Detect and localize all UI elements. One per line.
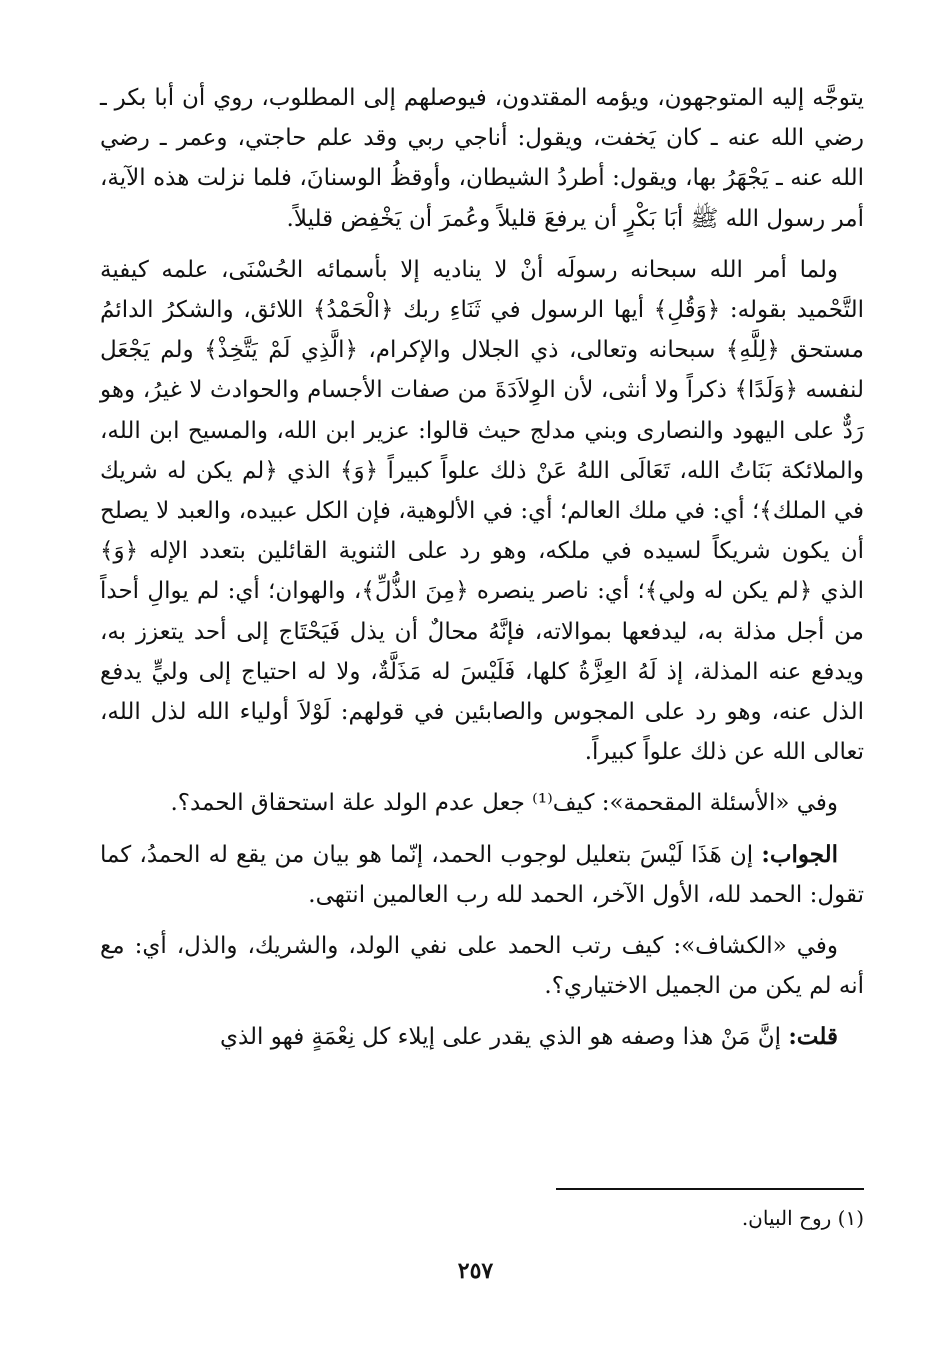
footnote: (١) روح البيان. bbox=[741, 1206, 864, 1230]
paragraph-1: يتوجَّه إليه المتوجهون، ويؤمه المقتدون، فيوصلهم إلى المطلوب، روي أن أبا بكر ـ رضي الله عنه ـ كان يَخفت، ويقول: أناجي ربي وقد علم حاجتي، وعمر ـ رضي الله عنه ـ يَجْهَرُ بها، ويقول: أطردُ الشيطان، وأوقظُ الوسنانَ، فلما نزلت هذه الآية، أمر رسول الله ﷺ أبَا بَكْرٍ أن يرفعَ قليلاً وعُمرَ أن يَخْفِض قليلاً. bbox=[100, 85, 864, 232]
answer-paragraph bbox=[100, 835, 864, 915]
paragraph-2: ولما أمر الله سبحانه رسولَه أنْ لا يناديه إلا بأسمائه الحُسْنَى، علمه كيفية التَّحْميد بقوله: ﴿وَقُلِ﴾ أيها الرسول في ثَنَاءِ ربك ﴿الْحَمْدُ﴾ اللائق، والشكرُ الدائمُ مستحق ﴿لِلَّهِ﴾ سبحانه وتعالى، ذي الجلال والإكرام، ﴿الَّذِي لَمْ يَتَّخِذْ﴾ ولم يَجْعَل لنفسه ﴿وَلَدًا﴾ ذكراً ولا أنثى، لأن الوِلاَدَةَ من صفات الأجسام والحوادث لا غيرُ، وهو رَدٌّ على اليهود والنصارى وبني مدلج حيث قالوا: عزير ابن الله، والمسيح ابن الله، والملائكة بَنَاتُ الله، تَعَالَى اللهُ عَنْ ذلك علواً كبيراً ﴿وَ﴾ الذي ﴿لم يكن له شريك في الملك﴾؛ أي: في ملك العالم؛ أي: في الألوهية، فإن الكل عبيده، والعبد لا يصلح أن يكون شريكاً لسيده في ملكه، وهو رد على الثنوية القائلين بتعدد الإله ﴿وَ﴾ الذي ﴿لم يكن له ولي﴾؛ أي: ناصر ينصره ﴿مِنَ الذُّلِّ﴾، والهوان؛ أي: لم يوالِ أحداً من أجل مذلة به، ليدفعها بموالاته، فإنَّهُ محالٌ أن يذل فَيَحْتَاج إلى أحد يتعزز به، ويدفع عنه المذلة، إذ لَهُ العِزَّةُ كلها، فَلَيْسَ له مَذَلَّةٌ، ولا له احتياج إلى وليٍّ يدفع الذل عنه، وهو رد على المجوس والصابئين في قولهم: لَوْلاَ أولياء الله لذل الله، تعالى الله عن ذلك علواً كبيراً. bbox=[100, 256, 864, 766]
footnote-divider bbox=[556, 1188, 864, 1190]
page-number: ٢٥٧ bbox=[457, 1258, 494, 1284]
kashshaf-paragraph: وفي «الكشاف»: كيف رتب الحمد على نفي الولد، والشريك، والذل، أي: مع أنه لم يكن من الجميل الاختياري؟. bbox=[100, 933, 864, 1000]
qult-label: قلت: bbox=[788, 1023, 838, 1051]
answer-label: الجواب: bbox=[761, 840, 838, 868]
answer-text: إن هَذَا لَيْسَ بتعليل لوجوب الحمد، إنّما هو بيان من يقع له الحمدُ، كما تقول: الحمد لله، الأول الآخر، الحمد لله رب العالمين انتهى. bbox=[100, 841, 864, 908]
main-text bbox=[100, 78, 864, 1069]
qult-text: إنَّ مَنْ هذا وصفه هو الذي يقدر على إيلاء كل نِعْمَةٍ فهو الذي bbox=[219, 1024, 789, 1051]
paragraph-3: وفي «الأسئلة المقحمة»: كيف⁽¹⁾ جعل عدم الولد علة استحقاق الحمد؟. bbox=[170, 790, 838, 817]
qult-paragraph bbox=[100, 1017, 864, 1057]
